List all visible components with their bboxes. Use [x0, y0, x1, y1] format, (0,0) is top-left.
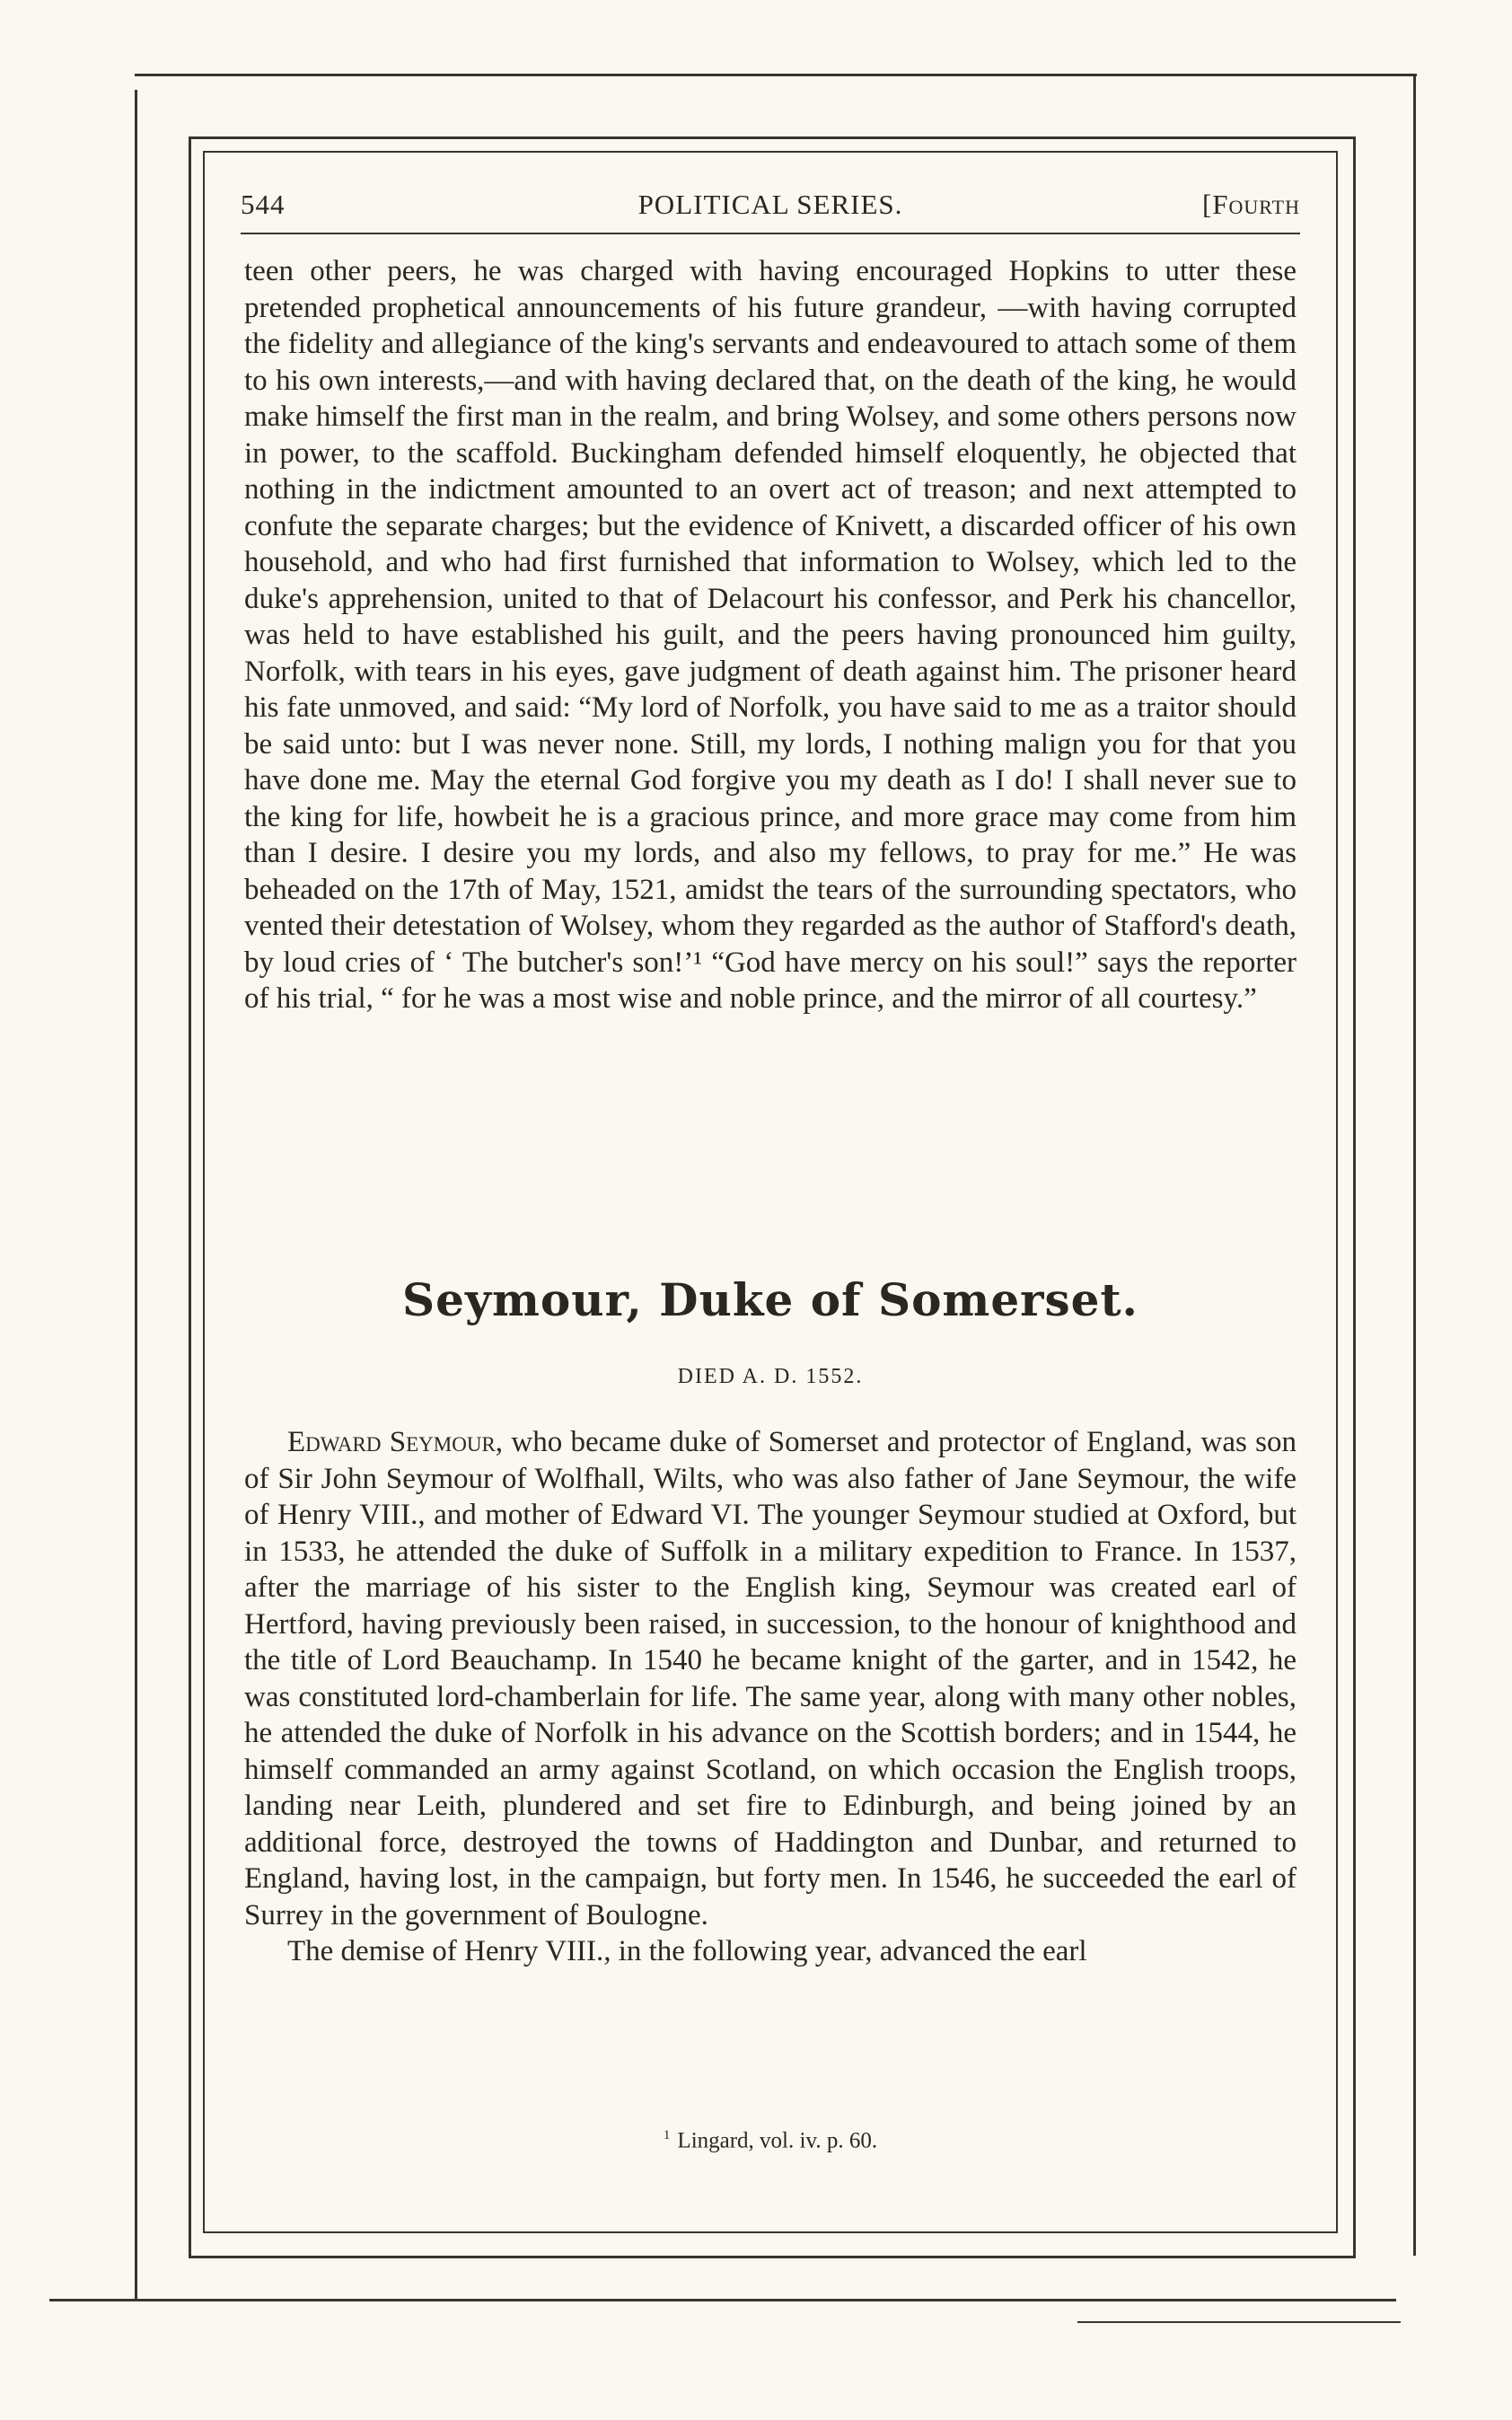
inner-border-left [203, 151, 205, 2232]
paragraph [244, 1424, 1297, 1933]
running-head [241, 180, 1300, 224]
inner-border-top [203, 151, 1338, 153]
lead-name: Edward Seymour, [287, 1426, 504, 1458]
footnote-text: Lingard, vol. iv. p. 60. [677, 2128, 878, 2153]
series-title: POLITICAL SERIES. [637, 189, 903, 220]
outer-frame-top [135, 74, 1417, 76]
page-border-bottom [189, 2256, 1356, 2258]
outer-frame-left [135, 90, 137, 2299]
header-rule [241, 233, 1300, 234]
footnote-marker: 1 [663, 2128, 671, 2143]
paragraph: teen other peers, he was charged with having encouraged Hopkins to utter these pretended prophetical announcements of his future grandeur, —with having corrupted the fidelity and allegiance of the king's servants and endeavoured to attach some of them to his own interests,—and with having declared that, on the death of the king, he would make himself the first man in the realm, and bring Wolsey, and some others persons now in power, to the scaffold. Buckingham defended himself eloquently, he objected that nothing in the indictment amounted to an overt act of treason; and next attempted to confute the separate charges; but the evidence of Knivett, a discarded officer of his own household, and who had first furnished that information to Wolsey, which led to the duke's apprehension, united to that of Delacourt his confessor, and Perk his chancellor, was held to have established his guilt, and the peers having pronounced him guilty, Norfolk, with tears in his eyes, gave judgment of death against him. The prisoner heard his fate unmoved, and said: “My lord of Norfolk, you have said to me as a traitor should be said unto: but I was never none. Still, my lords, I nothing malign you for that you have done me. May the eternal God forgive you my death as I do! I shall never sue to the king for life, howbeit he is a gracious prince, and more grace may come from him than I desire. I desire you my lords, and also my fellows, to pray for me.” He was beheaded on the 17th of May, 1521, amidst the tears of the surrounding spectators, who vented their detestation of Wolsey, whom they regarded as the author of Stafford's death, by loud cries of ‘ The butcher's son!’¹ “God have mercy on his soul!” says the reporter of his trial, “ for he was a most wise and noble prince, and the mirror of all courtesy.” [244, 255, 1297, 1015]
page-border-left [189, 136, 191, 2257]
article-title: Seymour, Duke of Somerset. [402, 1273, 1138, 1326]
continued-text [244, 253, 1297, 1017]
outer-frame-bottom-shadow [1077, 2321, 1401, 2323]
outer-frame-right [1413, 74, 1416, 2256]
inner-border-right [1336, 151, 1338, 2232]
page-number: 544 [241, 189, 286, 220]
article-date: DIED A. D. 1552. [677, 1365, 864, 1388]
article-body [244, 1424, 1297, 1970]
page-border-right [1353, 136, 1356, 2257]
inner-border-bottom [203, 2231, 1338, 2233]
footnote [244, 2128, 1297, 2153]
section-tag: [Fourth [1201, 189, 1300, 220]
page-border-top [189, 136, 1356, 139]
paragraph: The demise of Henry VIII., in the following year, advanced the earl [287, 1935, 1087, 1967]
outer-frame-bottom [49, 2299, 1396, 2301]
paragraph-text: who became duke of Somerset and protector of England, was son of Sir John Seymour of Wolfhall, Wilts, who was also father of Jane Seymour, the wife of Henry VIII., and mother of Edward VI. The younger Seymour studied at Oxford, but in 1533, he attended the duke of Suffolk in a military expedition to France. In 1537, after the marriage of his sister to the English king, Seymour was created earl of Hertford, having previously been raised, in succession, to the honour of knighthood and the title of Lord Beauchamp. In 1540 he became knight of the garter, and in 1542, he was constituted lord-chamberlain for life. The same year, along with many other nobles, he attended the duke of Norfolk in his advance on the Scottish borders; and in 1544, he himself commanded an army against Scotland, on which occasion the English troops, landing near Leith, plundered and set fire to Edinburgh, and being joined by an additional force, destroyed the towns of Haddington and Dunbar, and returned to England, having lost, in the campaign, but forty men. In 1546, he succeeded the earl of Surrey in the government of Boulogne. [244, 1426, 1297, 1932]
